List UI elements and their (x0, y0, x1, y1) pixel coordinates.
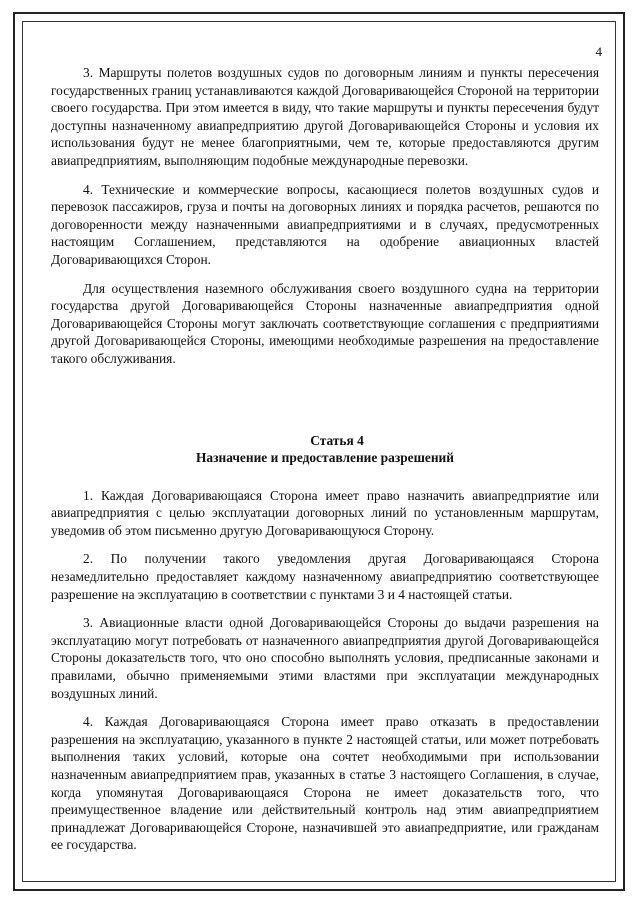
paragraph-refusal: 4. Каждая Договаривающаяся Сторона имеет право отказать в предоставлении разрешения на эксплуатацию, указанного в пункте 2 настоящей статьи, или может потребовать выполнения таких условий, которые она сочтет необходимыми при использовании назначенным авиапредприятием прав, указанных в статье 3 настоящего Соглашения, в случае, когда упомянутая Договаривающаяся Сторона не имеет доказательств того, что преимущественное владение или действительный контроль над этим авиапредприятием принадлежат Договаривающейся Стороне, назначившей это авиапредприятие, или гражданам ее государства. (51, 714, 599, 853)
paragraph-technical-commercial: 4. Технические и коммерческие вопросы, касающиеся полетов воздушных судов и перевозок пассажиров, груза и почты на договорных линиях и порядка расчетов, решаются по договоренности между назначенными авиапредприятиями и в случаях, предусмотренных настоящим Соглашением, представляются на одобрение авиационных властей Договаривающихся Сторон. (51, 181, 599, 267)
document-body (51, 64, 599, 854)
paragraph-route-rules: 3. Маршруты полетов воздушных судов по договорным линиям и пункты пересечения государственных границ устанавливаются каждой Договаривающейся Стороной на территории своего государства. При этом имеется в виду, что такие маршруты и пункты пересечения будут доступны назначенному авиапредприятию другой Договаривающейся Стороны и условия их использования будут не менее благоприятными, чем те, которые предоставляются другим авиапредприятиям, выполняющим подобные международные перевозки. (51, 65, 599, 168)
page-number: 4 (595, 44, 602, 59)
paragraph-ground-handling: Для осуществления наземного обслуживания своего воздушного судна на территории государства другой Договаривающейся Стороны назначенные авиапредприятия одной Договаривающейся Стороны могут заключать соответствующие соглашения с предприятиями другой Договаривающейся Стороны, имеющими необходимые разрешения на предоставление такого обслуживания. (51, 280, 599, 366)
paragraph-authorization: 2. По получении такого уведомления другая Договаривающаяся Сторона незамедлительно предоставляет каждому назначенному авиапредприятию соответствующее разрешение на эксплуатацию в соответствии с пунктами 3 и 4 настоящей статьи. (51, 551, 599, 602)
article-number: Статья 4 (310, 432, 364, 448)
paragraph-designation: 1. Каждая Договаривающаяся Сторона имеет право назначить авиапредприятие или авиапредприятия с целью эксплуатации договорных линий по установленным маршрутам, уведомив об этом письменно другую Договаривающуюся Сторону. (51, 487, 599, 538)
paragraph-evidence: 3. Авиационные власти одной Договаривающейся Стороны до выдачи разрешения на эксплуатацию могут потребовать от назначенного авиапредприятия другой Договаривающейся Стороны доказательств того, что оно способно выполнять условия, предписанные законами и правилами, обычно применяемыми этими властями при эксплуатации международных воздушных линий. (51, 615, 599, 701)
article-title: Назначение и предоставление разрешений (196, 450, 454, 466)
